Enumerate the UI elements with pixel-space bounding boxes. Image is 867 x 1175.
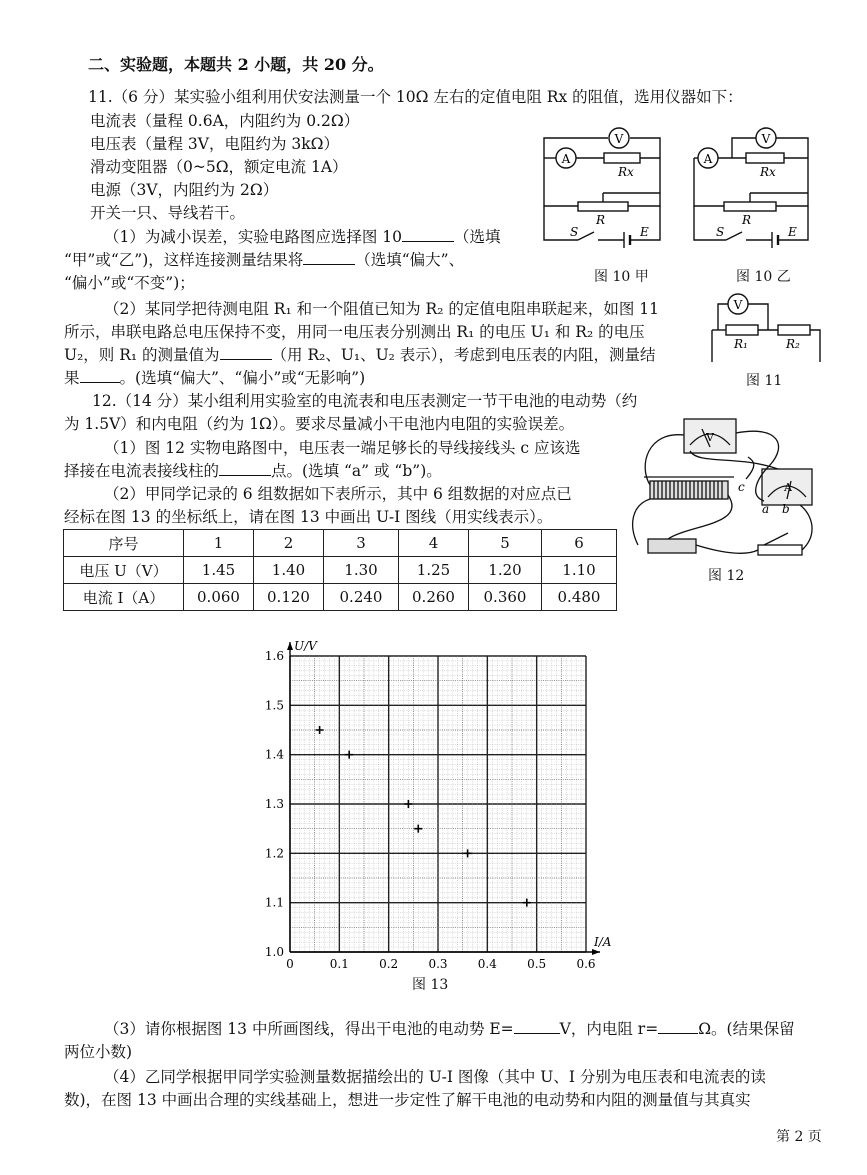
x-axis-label: I/A: [594, 935, 612, 949]
voltmeter-dial-label: V: [706, 431, 714, 444]
q11-part2-line1: （2）某同学把待测电阻 R₁ 和一个阻值已知为 R₂ 的定值电阻串联起来，如图 11: [104, 300, 659, 318]
table-row: [64, 557, 617, 584]
table-row: [64, 530, 617, 557]
q12-stem-line1: 12.（14 分）某小组利用实验室的电流表和电压表测定一节干电池的电动势（约: [92, 392, 638, 410]
x-tick-label: 0.3: [428, 957, 448, 971]
r2-label: R₂: [786, 337, 800, 351]
x-tick-label: 0.2: [379, 957, 399, 971]
table-header-cell: 2: [254, 530, 324, 557]
table-header-cell: 6: [542, 530, 617, 557]
table-cell: 1.40: [254, 557, 324, 584]
rx-label: Rx: [618, 165, 634, 179]
x-tick-label: 0: [286, 957, 294, 971]
data-point: [414, 825, 422, 833]
data-point: [345, 751, 353, 759]
table-cell: 1.45: [184, 557, 254, 584]
s-label: S: [716, 225, 725, 239]
fig12-physical-circuit: [628, 405, 833, 575]
x-tick-label: 0.4: [477, 957, 497, 971]
table-cell: 0.120: [254, 584, 324, 611]
table-cell: 电流 I（A）: [64, 584, 184, 611]
table-cell: 1.10: [542, 557, 617, 584]
data-point: [464, 849, 472, 857]
fig10a-circuit: [538, 118, 668, 268]
table-cell: 1.30: [324, 557, 399, 584]
table-header-cell: 5: [469, 530, 542, 557]
fig12-caption: 图 12: [708, 568, 745, 584]
data-point: [404, 800, 412, 808]
y-axis-label: U/V: [294, 639, 317, 653]
data-table: [63, 529, 617, 611]
wire-c-label: c: [738, 480, 745, 494]
r1-label: R₁: [734, 337, 748, 351]
ammeter-label: A: [703, 152, 713, 166]
q11-part1-line1: （1）为减小误差，实验电路图应选择图 10 （选填: [104, 228, 501, 246]
fig11-circuit: [712, 290, 827, 370]
voltmeter-label: V: [761, 132, 771, 146]
e-label: E: [640, 225, 649, 239]
table-row: [64, 584, 617, 611]
terminal-b-label: b: [782, 502, 790, 516]
equipment-5: 开关一只、导线若干。: [90, 204, 246, 222]
equipment-3: 滑动变阻器（0~5Ω，额定电流 1A）: [90, 158, 348, 176]
data-point: [523, 899, 531, 907]
x-tick-label: 0.5: [527, 957, 547, 971]
x-tick-label: 0.6: [576, 957, 596, 971]
fig11-caption: 图 11: [746, 373, 783, 389]
ammeter-label: A: [561, 152, 571, 166]
page-number: 第 2 页: [776, 1129, 822, 1145]
q12-part1-line1: （1）图 12 实物电路图中，电压表一端足够长的导线接线头 c 应该选: [104, 439, 581, 457]
table-cell: 1.25: [399, 557, 469, 584]
q12-part3-line2: 两位小数): [64, 1043, 133, 1061]
e-label: E: [788, 225, 797, 239]
q11-part2-line4: 果 。(选填“偏大”、“偏小”或“无影响”): [64, 369, 366, 387]
fig10b-circuit: [690, 118, 820, 268]
q12-part3-line1: （3）请你根据图 13 中所画图线，得出干电池的电动势 E= V，内电阻 r= Ω。(结果保留: [104, 1020, 795, 1038]
q12-part4-line2: 数)，在图 13 中画出合理的实线基础上，想进一步定性了解干电池的电动势和内阻的测量值与其真实: [64, 1091, 751, 1109]
voltmeter-label: V: [733, 298, 743, 312]
equipment-4: 电源（3V，内阻约为 2Ω）: [90, 181, 279, 199]
table-cell: 0.480: [542, 584, 617, 611]
q12-stem-line2: 为 1.5V）和内电阻（约为 1Ω）。要求尽量减小干电池内电阻的实验误差。: [64, 415, 575, 433]
terminal-a-label: a: [762, 502, 770, 516]
equipment-1: 电流表（量程 0.6A，内阻约为 0.2Ω）: [90, 112, 360, 130]
q11-part1-line3: “偏小”或“不变”)；: [64, 274, 195, 292]
fig13-caption: 图 13: [412, 977, 449, 993]
data-point: [316, 726, 324, 734]
fig10a-caption: 图 10 甲: [594, 269, 649, 285]
table-cell: 电压 U（V）: [64, 557, 184, 584]
q11-part2-line3: U₂，则 R₁ 的测量值为 （用 R₂、U₁、U₂ 表示），考虑到电压表的内阻，测量结: [64, 346, 656, 364]
x-axis-arrow: [592, 949, 600, 955]
equipment-2: 电压表（量程 3V，电阻约为 3kΩ）: [90, 135, 340, 153]
r-label: R: [596, 213, 606, 227]
y-tick-label: 1.2: [264, 846, 284, 861]
y-tick-label: 1.4: [264, 747, 284, 762]
fig10b-caption: 图 10 乙: [736, 269, 791, 285]
table-cell: 1.20: [469, 557, 542, 584]
q12-part2-line2: 经标在图 13 的坐标纸上，请在图 13 中画出 U-I 图线（用实线表示）。: [64, 508, 553, 526]
q11-part1-line2: “甲”或“乙”)，这样连接测量结果将 （选填“偏大”、: [64, 251, 465, 269]
table-header-cell: 4: [399, 530, 469, 557]
q11-stem: 11.（6 分）某实验小组利用伏安法测量一个 10Ω 左右的定值电阻 Rx 的阻值，选用仪器如下：: [88, 88, 743, 106]
q12-part1-line2: 择接在电流表接线柱的 点。(选填 “a” 或 “b”)。: [64, 462, 442, 480]
rx-label: Rx: [760, 165, 776, 179]
table-cell: 0.060: [184, 584, 254, 611]
y-tick-label: 1.1: [264, 895, 284, 910]
table-header-cell: 序号: [64, 530, 184, 557]
y-tick-label: 1.3: [264, 797, 284, 811]
q11-part2-line2: 所示，串联电路总电压保持不变，用同一电压表分别测出 R₁ 的电压 U₁ 和 R₂ 的电压: [64, 323, 645, 341]
table-cell: 0.260: [399, 584, 469, 611]
y-tick-label: 1.0: [264, 945, 284, 959]
section-title: 二、实验题，本题共 2 小题，共 20 分。: [88, 55, 384, 74]
table-cell: 0.360: [469, 584, 542, 611]
s-label: S: [570, 225, 579, 239]
table-cell: 0.240: [324, 584, 399, 611]
y-tick-label: 1.6: [264, 649, 284, 663]
y-axis-arrow: [287, 642, 293, 650]
ammeter-dial-label: A: [784, 481, 792, 494]
q12-part4-line1: （4）乙同学根据甲同学实验测量数据描绘出的 U-I 图像（其中 U、I 分别为电压表和电流表的读: [104, 1068, 766, 1086]
x-tick-label: 0.1: [329, 957, 349, 971]
fig13-chart: [258, 636, 612, 976]
y-tick-label: 1.5: [264, 698, 284, 713]
table-header-cell: 3: [324, 530, 399, 557]
r-label: R: [742, 213, 752, 227]
voltmeter-label: V: [614, 132, 624, 146]
q12-part2-line1: （2）甲同学记录的 6 组数据如下表所示，其中 6 组数据的对应点已: [104, 485, 572, 503]
table-header-cell: 1: [184, 530, 254, 557]
